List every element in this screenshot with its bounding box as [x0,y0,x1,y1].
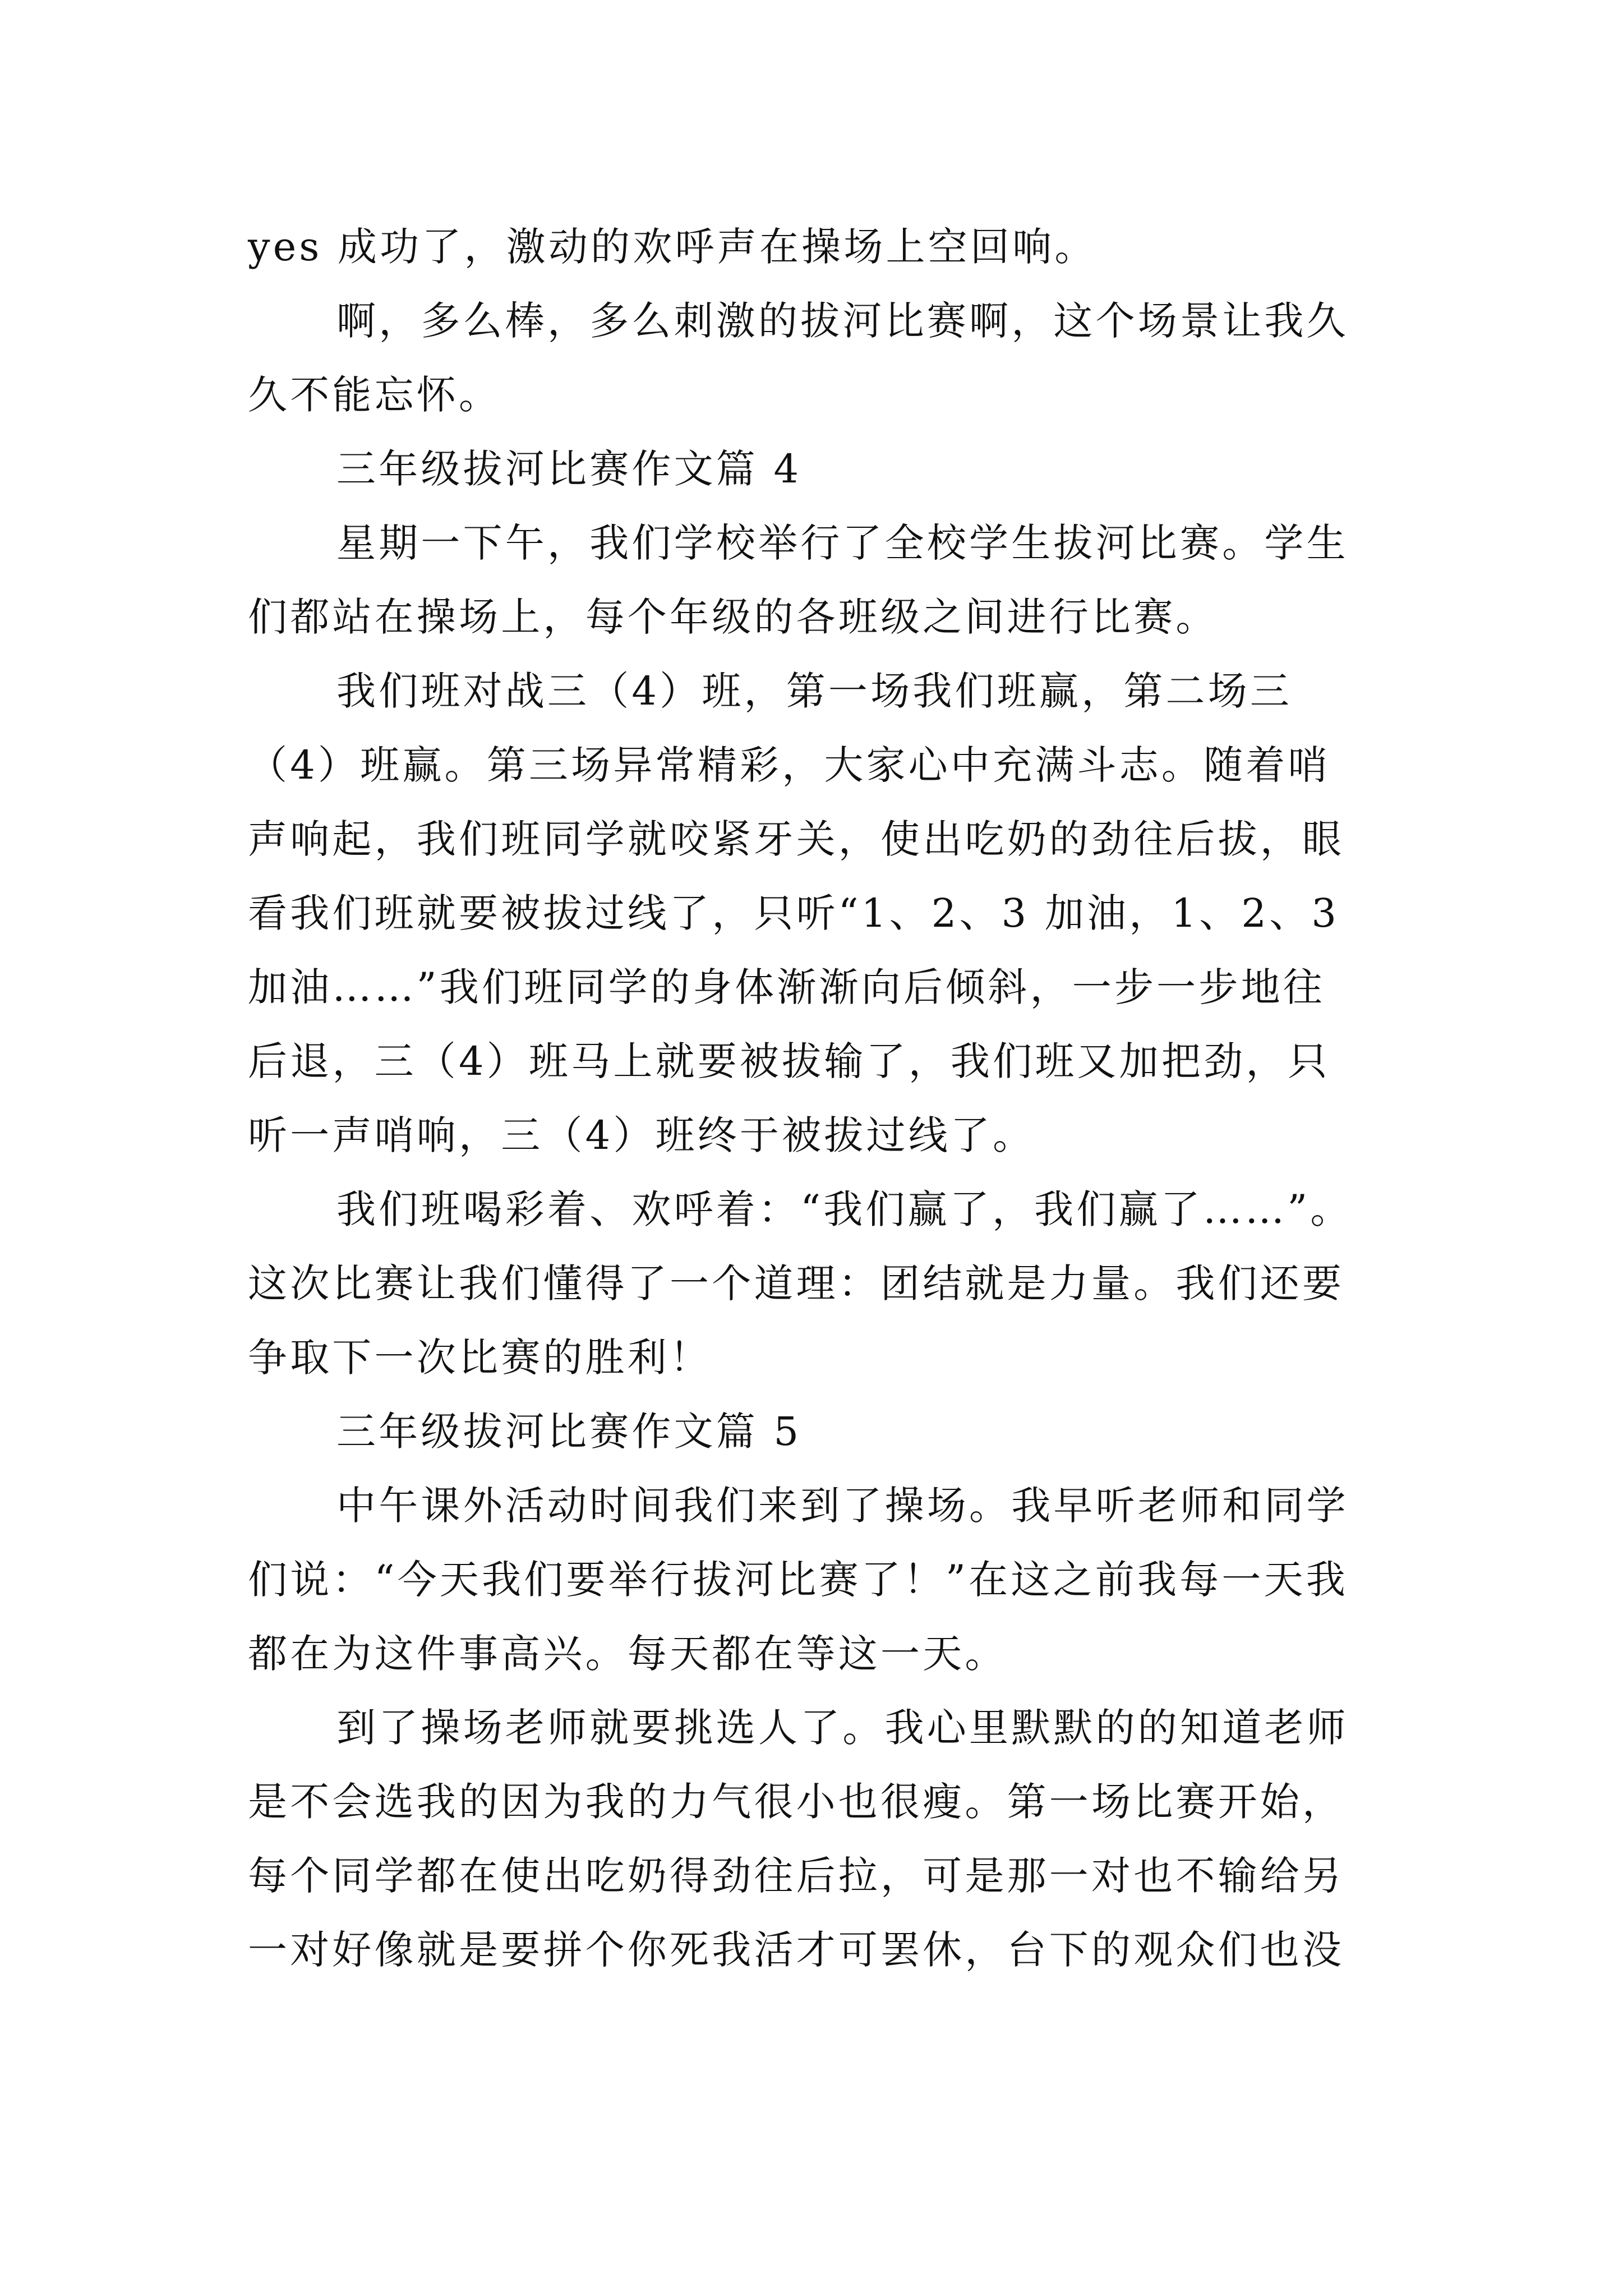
text-line-7: 我们班对战三（4）班，第一场我们班赢，第二场三 [336,668,1293,714]
text-line-12: 后退，三（4）班马上就要被拔输了，我们班又加把劲，只 [248,1038,1330,1084]
section-heading-5: 三年级拔河比赛作文篇 5 [336,1409,802,1455]
text-line-10: 看我们班就要被拔过线了，只听“1、2、3 加油，1、2、3 [248,890,1340,936]
text-line-13: 听一声哨响，三（4）班终于被拔过线了。 [248,1112,1035,1158]
text-line-22: 是不会选我的因为我的力气很小也很瘦。第一场比赛开始， [248,1779,1345,1825]
text-line-3: 久不能忘怀。 [248,372,501,418]
text-line-5: 星期一下午，我们学校举行了全校学生拔河比赛。学生 [336,520,1349,566]
text-line-21: 到了操场老师就要挑选人了。我心里默默的的知道老师 [336,1705,1349,1751]
text-line-23: 每个同学都在使出吃奶得劲往后拉，可是那一对也不输给另 [248,1853,1345,1899]
text-line-14: 我们班喝彩着、欢呼着：“我们赢了，我们赢了……”。 [336,1186,1353,1232]
section-heading-4: 三年级拔河比赛作文篇 4 [336,446,802,492]
text-line-15: 这次比赛让我们懂得了一个道理：团结就是力量。我们还要 [248,1260,1345,1306]
text-line-6: 们都站在操场上，每个年级的各班级之间进行比赛。 [248,594,1218,640]
text-line-9: 声响起，我们班同学就咬紧牙关，使出吃奶的劲往后拔，眼 [248,816,1345,862]
text-line-20: 都在为这件事高兴。每天都在等这一天。 [248,1631,1007,1677]
text-line-1: yes 成功了，激动的欢呼声在操场上空回响。 [248,224,1097,270]
text-line-11: 加油……”我们班同学的身体渐渐向后倾斜，一步一步地往 [248,964,1325,1010]
text-line-24: 一对好像就是要拼个你死我活才可罢休，台下的观众们也没 [248,1927,1345,1973]
text-line-18: 中午课外活动时间我们来到了操场。我早听老师和同学 [336,1483,1349,1529]
text-line-2: 啊，多么棒，多么刺激的拔河比赛啊，这个场景让我久 [336,298,1349,344]
text-line-19: 们说：“今天我们要举行拔河比赛了！”在这之前我每一天我 [248,1557,1348,1603]
text-line-16: 争取下一次比赛的胜利！ [248,1335,712,1381]
text-line-8: （4）班赢。第三场异常精彩，大家心中充满斗志。随着哨 [248,742,1330,788]
